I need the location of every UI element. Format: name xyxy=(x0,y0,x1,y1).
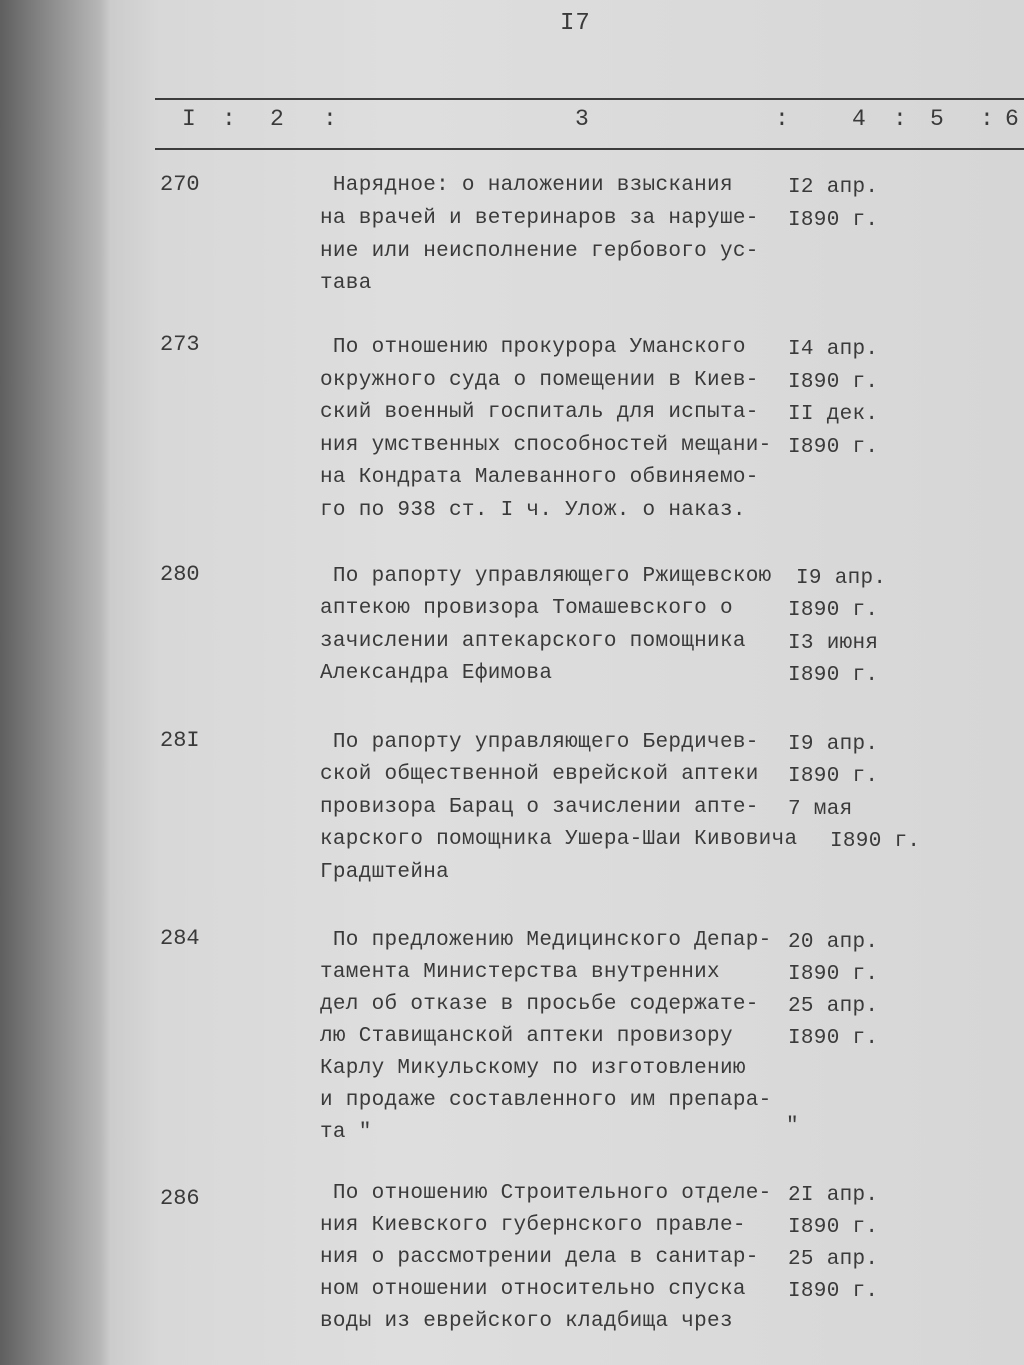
entry-description-line: ский военный госпиталь для испыта- xyxy=(320,401,759,424)
entry-date: I9 апр. xyxy=(796,567,887,590)
entry-description-line: По отношению прокурора Уманского xyxy=(320,336,746,359)
entry-description-line: та " xyxy=(320,1121,372,1144)
entry-description-line: ния умственных способностей мещани- xyxy=(320,434,772,457)
entry-date: 25 апр. xyxy=(788,1248,879,1271)
header-col-2: 2 xyxy=(270,106,284,132)
entry-description-line: ние или неисполнение гербового ус- xyxy=(320,240,759,263)
entry-date: I890 г. xyxy=(788,664,879,687)
entry-number: 284 xyxy=(160,926,200,951)
entry-description-line: тамента Министерства внутренних xyxy=(320,961,720,984)
entry-date: I9 апр. xyxy=(788,733,879,756)
header-col-5: 5 xyxy=(930,106,944,132)
entry-description-line: ном отношении относительно спуска xyxy=(320,1278,746,1301)
page-number: I7 xyxy=(560,10,591,37)
entry-description-line: воды из еврейского кладбища чрез xyxy=(320,1310,733,1333)
entry-date: 20 апр. xyxy=(788,931,879,954)
header-rule-bottom xyxy=(155,148,1024,150)
entry-date: I890 г. xyxy=(788,599,879,622)
entry-description-line: ской общественной еврейской аптеки xyxy=(320,763,759,786)
entry-date: I890 г. xyxy=(788,963,879,986)
entry-description-line: аптекою провизора Томашевского о xyxy=(320,597,733,620)
entry-description-line: Александра Ефимова xyxy=(320,662,553,685)
entry-date: I890 г. xyxy=(788,371,879,394)
entry-date: I2 апр. xyxy=(788,176,879,199)
entry-date: I890 г. xyxy=(788,1216,879,1239)
entry-description-line: Градштейна xyxy=(320,861,450,884)
entry-description-line: на врачей и ветеринаров за наруше- xyxy=(320,207,759,230)
header-sep-2: : xyxy=(323,106,337,132)
entry-date: I890 г. xyxy=(788,765,879,788)
entry-description-line: окружного суда о помещении в Киев- xyxy=(320,369,759,392)
entry-description-line: ния о рассмотрении дела в санитар- xyxy=(320,1246,759,1269)
entry-description-line: карского помощника Ушера-Шаи Кивовича xyxy=(320,828,798,851)
entry-description-line: По рапорту управляющего Ржищевскою xyxy=(320,565,772,588)
entry-date: 7 мая xyxy=(788,798,853,821)
header-sep-5: : xyxy=(980,106,994,132)
entry-date: II дек. xyxy=(788,403,879,426)
entry-date: 2I апр. xyxy=(788,1184,879,1207)
header-sep-4: : xyxy=(893,106,907,132)
entry-date: I890 г. xyxy=(788,1280,879,1303)
entry-date: I4 апр. xyxy=(788,338,879,361)
entry-description-line: дел об отказе в просьбе содержате- xyxy=(320,993,759,1016)
entry-date: 25 апр. xyxy=(788,995,879,1018)
entry-description-line: на Кондрата Малеванного обвиняемо- xyxy=(320,466,759,489)
entry-number: 280 xyxy=(160,562,200,587)
entry-date: I890 г. xyxy=(788,209,879,232)
entry-description-line: По рапорту управляющего Бердичев- xyxy=(320,731,759,754)
entry-number: 270 xyxy=(160,172,200,197)
entry-number: 273 xyxy=(160,332,200,357)
header-col-1: I xyxy=(182,106,196,132)
header-rule-top xyxy=(155,98,1024,100)
entry-description-line: По отношению Строительного отделе- xyxy=(320,1182,772,1205)
entry-description-line: зачислении аптекарского помощника xyxy=(320,630,746,653)
header-col-3: 3 xyxy=(575,106,589,132)
entry-description-line: По предложению Медицинского Депар- xyxy=(320,929,772,952)
entry-date-ditto: " xyxy=(786,1115,799,1138)
entry-date: I3 июня xyxy=(788,632,879,655)
entry-date: I890 г. xyxy=(788,436,879,459)
header-col-4: 4 xyxy=(852,106,866,132)
entry-date: I890 г. xyxy=(830,830,921,853)
entry-description-line: Карлу Микульскому по изготовлению xyxy=(320,1057,746,1080)
entry-description-line: тава xyxy=(320,272,372,295)
entry-description-line: лю Ставищанской аптеки провизору xyxy=(320,1025,733,1048)
header-col-6: 6 xyxy=(1005,106,1019,132)
entry-description-line: ния Киевского губернского правле- xyxy=(320,1214,746,1237)
header-sep-3: : xyxy=(775,106,789,132)
header-sep-1: : xyxy=(222,106,236,132)
entry-number: 28I xyxy=(160,728,200,753)
entry-description-line: Нарядное: о наложении взыскания xyxy=(320,174,733,197)
entry-number: 286 xyxy=(160,1186,200,1211)
entry-description-line: го по 938 ст. I ч. Улож. о наказ. xyxy=(320,499,746,522)
entry-date: I890 г. xyxy=(788,1027,879,1050)
entry-description-line: провизора Барац о зачислении апте- xyxy=(320,796,759,819)
entry-description-line: и продаже составленного им препара- xyxy=(320,1089,772,1112)
